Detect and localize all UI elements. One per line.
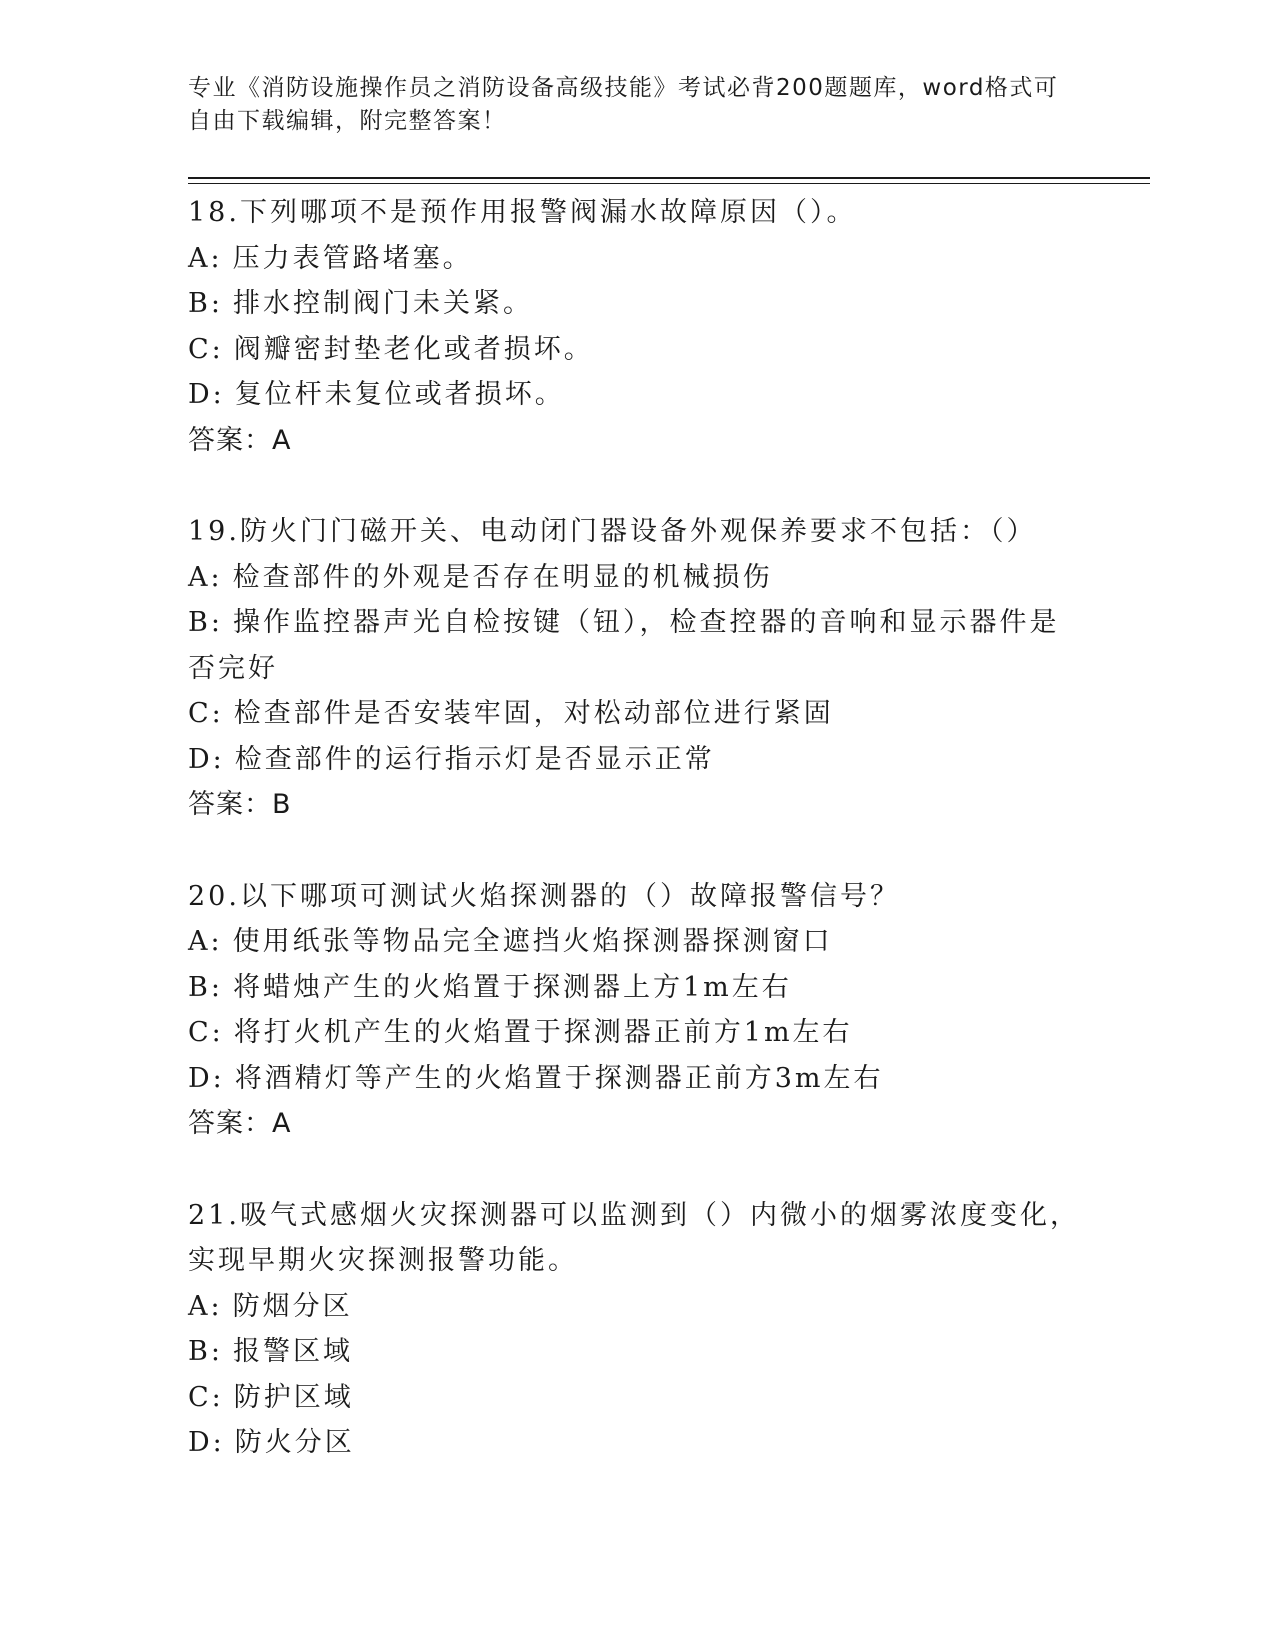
question-19 <box>188 509 1088 828</box>
option-text: 排水控制阀门未关紧。 <box>232 288 533 319</box>
option-letter: A: <box>188 1290 223 1322</box>
option-b <box>188 600 1088 691</box>
option-letter: A: <box>188 242 223 274</box>
question-stem: 19.防火门门磁开关、电动闭门器设备外观保养要求不包括：（） <box>188 516 1037 547</box>
option-letter: B: <box>188 1336 223 1367</box>
option-text: 检查部件是否安装牢固，对松动部位进行紧固 <box>233 698 834 729</box>
document-intro: 专业《消防设施操作员之消防设备高级技能》考试必背200题题库，word格式可自由下载编辑，附完整答案！ <box>188 75 1059 134</box>
option-text: 防火分区 <box>234 1427 355 1458</box>
option-c <box>188 691 1088 737</box>
option-d <box>188 1420 1088 1466</box>
header-divider-thick <box>188 177 1150 179</box>
option-letter: D: <box>188 1062 225 1094</box>
option-text: 阀瓣密封垫老化或者损坏。 <box>233 333 594 365</box>
option-text: 防烟分区 <box>232 1290 353 1322</box>
option-a <box>188 1284 1088 1330</box>
option-letter: D: <box>188 743 225 775</box>
option-b <box>188 1329 1088 1375</box>
option-c <box>188 1375 1088 1421</box>
option-text: 使用纸张等物品完全遮挡火焰探测器探测窗口 <box>232 926 833 957</box>
option-text: 防护区域 <box>233 1381 354 1413</box>
option-letter: B: <box>188 971 223 1003</box>
option-text: 将打火机产生的火焰置于探测器正前方1m左右 <box>233 1017 853 1048</box>
option-letter: C: <box>188 1017 224 1048</box>
option-d <box>188 1056 1088 1102</box>
header-divider-thin <box>188 183 1150 184</box>
answer-line: 答案：B <box>188 789 292 820</box>
option-text: 将蜡烛产生的火焰置于探测器上方1m左右 <box>232 971 792 1003</box>
option-text: 压力表管路堵塞。 <box>232 242 473 274</box>
question-20 <box>188 874 1088 1147</box>
option-letter: B: <box>188 607 223 638</box>
answer-line: 答案：A <box>188 424 292 456</box>
option-letter: A: <box>188 926 223 957</box>
option-d <box>188 372 1088 418</box>
option-text: 检查部件的运行指示灯是否显示正常 <box>234 743 715 775</box>
question-list <box>188 190 1088 1512</box>
question-stem: 20.以下哪项可测试火焰探测器的（）故障报警信号？ <box>188 880 900 912</box>
option-text: 将酒精灯等产生的火焰置于探测器正前方3m左右 <box>234 1062 884 1094</box>
option-b <box>188 965 1088 1011</box>
option-text: 报警区域 <box>232 1336 353 1367</box>
option-letter: C: <box>188 1381 224 1413</box>
option-letter: C: <box>188 333 224 365</box>
option-d <box>188 737 1088 783</box>
question-21 <box>188 1193 1088 1466</box>
option-letter: B: <box>188 288 223 319</box>
question-stem: 18.下列哪项不是预作用报警阀漏水故障原因（）。 <box>188 197 857 228</box>
option-a <box>188 919 1088 965</box>
option-text: 复位杆未复位或者损坏。 <box>234 379 565 410</box>
question-18 <box>188 190 1088 463</box>
option-text: 检查部件的外观是否存在明显的机械损伤 <box>232 561 773 593</box>
option-letter: D: <box>188 379 225 410</box>
option-letter: C: <box>188 698 224 729</box>
option-b <box>188 281 1088 327</box>
option-text: 操作监控器声光自检按键（钮），检查控器的音响和显示器件是否完好 <box>188 607 1060 684</box>
answer-line: 答案：A <box>188 1108 292 1139</box>
option-c <box>188 1010 1088 1056</box>
option-c <box>188 327 1088 373</box>
option-a <box>188 555 1088 601</box>
option-a <box>188 236 1088 282</box>
option-letter: D: <box>188 1427 225 1458</box>
question-stem: 21.吸气式感烟火灾探测器可以监测到（）内微小的烟雾浓度变化，实现早期火灾探测报警功能。 <box>188 1199 1080 1276</box>
option-letter: A: <box>188 561 223 593</box>
